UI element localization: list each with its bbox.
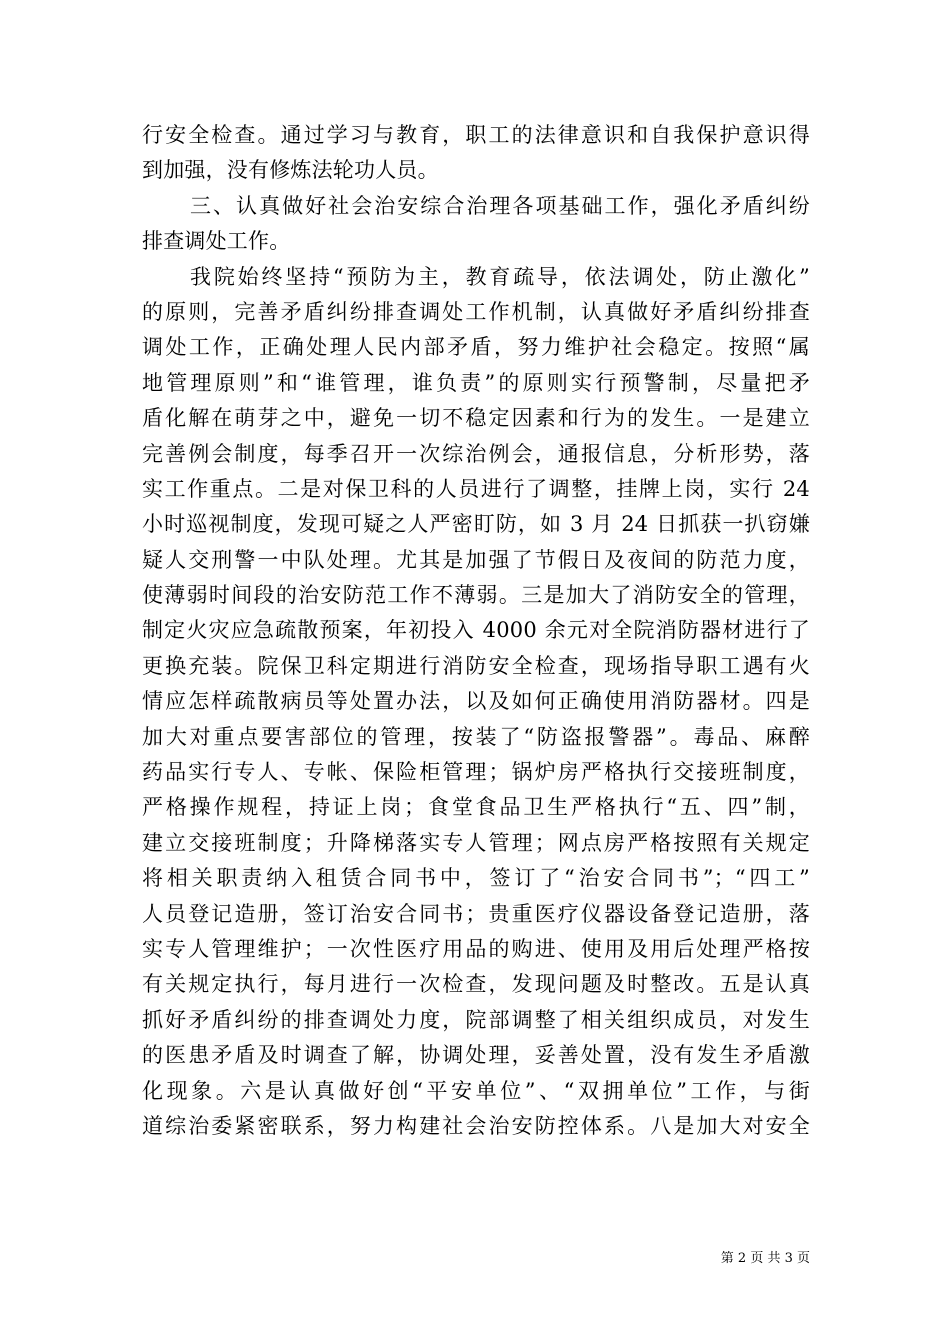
document-body (142, 118, 810, 1144)
text-line: 的原则，完善矛盾纠纷排查调处工作机制，认真做好矛盾纠纷排查 (142, 299, 810, 324)
text-line: 盾化解在萌芽之中，避免一切不稳定因素和行为的发生。一是建立 (142, 406, 810, 431)
text-line: 完善例会制度，每季召开一次综治例会，通报信息，分析形势，落 (142, 441, 810, 466)
text-line: 行安全检查。通过学习与教育，职工的法律意识和自我保护意识得 (142, 123, 810, 147)
section-heading-line: 排查调处工作。 (142, 229, 291, 254)
text-line: 实专人管理维护；一次性医疗用品的购进、使用及用后处理严格按 (142, 936, 810, 961)
text-line: 有关规定执行，每月进行一次检查，发现问题及时整改。五是认真 (142, 972, 810, 997)
text-line: 人员登记造册，签订治安合同书；贵重医疗仪器设备登记造册，落 (142, 901, 810, 926)
text-line: 道综治委紧密联系，努力构建社会治安防控体系。八是加大对安全 (142, 1113, 810, 1138)
text-line: 药品实行专人、专帐、保险柜管理；锅炉房严格执行交接班制度， (142, 760, 810, 785)
paragraph-start-line: 我院始终坚持“预防为主，教育疏导，依法调处，防止激化” (190, 264, 810, 289)
text-line: 实工作重点。二是对保卫科的人员进行了调整，挂牌上岗，实行 24 (142, 476, 810, 501)
text-line: 加大对重点要害部位的管理，按装了“防盗报警器”。毒品、麻醉 (142, 724, 810, 749)
text-line: 更换充装。院保卫科定期进行消防安全检查，现场指导职工遇有火 (142, 653, 810, 678)
text-line: 情应怎样疏散病员等处置办法，以及如何正确使用消防器材。四是 (142, 689, 810, 714)
text-line: 化现象。六是认真做好创“平安单位”、“双拥单位”工作，与街 (142, 1078, 810, 1103)
text-line: 严格操作规程，持证上岗；食堂食品卫生严格执行“五、四”制， (142, 795, 810, 820)
section-heading-line: 三、认真做好社会治安综合治理各项基础工作，强化矛盾纠纷 (190, 193, 810, 218)
text-line: 到加强，没有修炼法轮功人员。 (142, 158, 439, 183)
text-line: 制定火灾应急疏散预案，年初投入 4000 余元对全院消防器材进行了 (142, 618, 810, 643)
text-line: 将相关职责纳入租赁合同书中，签订了“治安合同书”；“四工” (142, 866, 810, 891)
text-line: 小时巡视制度，发现可疑之人严密盯防，如 3 月 24 日抓获一扒窃嫌 (142, 512, 810, 537)
text-line: 建立交接班制度；升降梯落实专人管理；网点房严格按照有关规定 (142, 830, 810, 855)
text-line: 调处工作，正确处理人民内部矛盾，努力维护社会稳定。按照“属 (142, 335, 810, 360)
text-line: 的医患矛盾及时调查了解，协调处理，妥善处置，没有发生矛盾激 (142, 1043, 810, 1068)
text-line: 使薄弱时间段的治安防范工作不薄弱。三是加大了消防安全的管理， (142, 583, 810, 608)
text-line: 疑人交刑警一中队处理。尤其是加强了节假日及夜间的防范力度， (142, 547, 810, 572)
page-number-footer: 第 2 页 共 3 页 (720, 1251, 810, 1266)
text-line: 抓好矛盾纠纷的排查调处力度，院部调整了相关组织成员，对发生 (142, 1007, 810, 1032)
text-line: 地管理原则”和“谁管理，谁负责”的原则实行预警制，尽量把矛 (142, 370, 810, 395)
